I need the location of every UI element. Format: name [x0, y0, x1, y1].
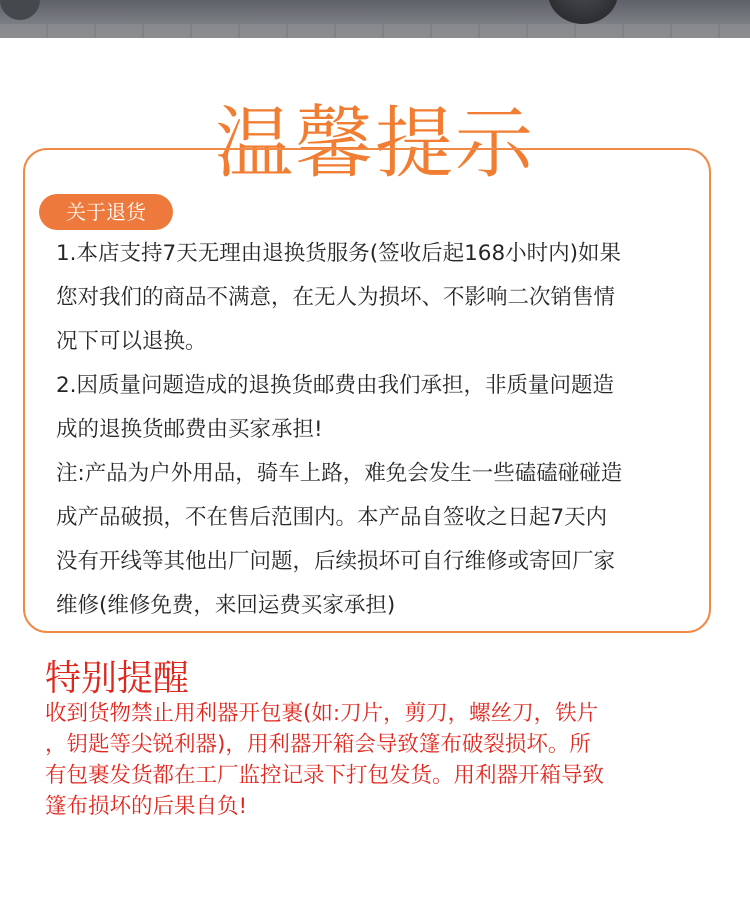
special-reminder-line: 收到货物禁止用利器开包裹(如:刀片，剪刀，螺丝刀，铁片	[45, 701, 599, 726]
return-policy-line: 您对我们的商品不满意，在无人为损坏、不影响二次销售情	[56, 285, 616, 310]
return-policy-tag: 关于退货	[39, 194, 173, 230]
page-title: 温馨提示	[214, 99, 535, 190]
wheel-image	[548, 0, 618, 24]
return-policy-text	[56, 232, 706, 628]
return-policy-line: 维修(维修免费，来回运费买家承担)	[56, 593, 396, 618]
special-reminder-text	[45, 698, 735, 822]
return-policy-line: 成产品破损，不在售后范围内。本产品自签收之日起7天内	[56, 505, 608, 530]
wheel-image-left	[0, 0, 40, 20]
return-policy-line: 况下可以退换。	[56, 329, 207, 354]
return-policy-line: 成的退换货邮费由买家承担!	[56, 417, 323, 442]
special-reminder-line: 篷布损坏的后果自负!	[45, 794, 248, 819]
pavement-image	[0, 24, 750, 38]
special-reminder-line: ，钥匙等尖锐利器)，用利器开箱会导致篷布破裂损坏。所	[45, 732, 591, 757]
top-product-photo	[0, 0, 750, 38]
return-policy-line: 注:产品为户外用品，骑车上路，难免会发生一些磕磕碰碰造	[56, 461, 623, 486]
special-reminder-title: 特别提醒	[45, 658, 190, 699]
special-reminder-line: 有包裹发货都在工厂监控记录下打包发货。用利器开箱导致	[45, 763, 605, 788]
return-policy-line: 2.因质量问题造成的退换货邮费由我们承担，非质量问题造	[56, 373, 615, 398]
return-policy-line: 1.本店支持7天无理由退换货服务(签收后起168小时内)如果	[56, 241, 622, 266]
return-policy-line: 没有开线等其他出厂问题，后续损坏可自行维修或寄回厂家	[56, 549, 616, 574]
